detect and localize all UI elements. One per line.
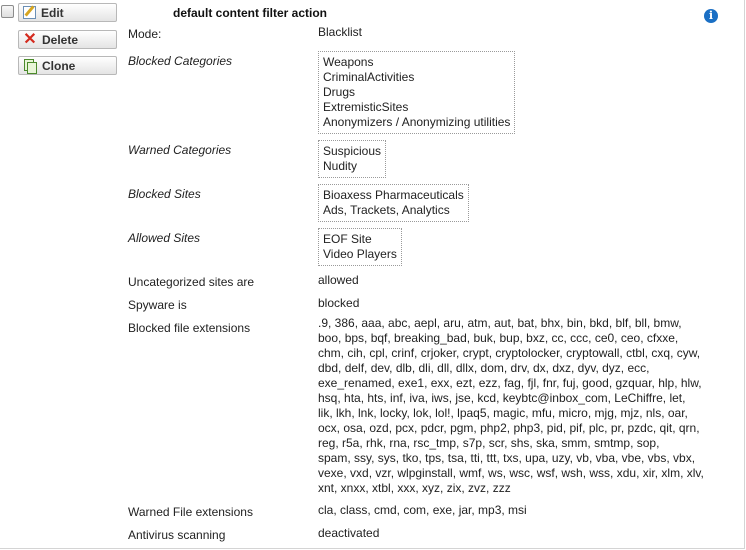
edit-button[interactable]: [18, 3, 117, 22]
extensions-line: vexe, vxd, vzr, wlpginstall, wmf, ws, wsc, wsf, wsh, wss, xdu, xir, xlm, xlv,: [318, 466, 704, 480]
edit-icon: [23, 6, 36, 19]
list-item: EOF Site: [323, 232, 372, 246]
uncategorized-value: allowed: [318, 273, 359, 287]
blocked-categories-label: Blocked Categories: [128, 54, 233, 68]
warned-extensions-value: cla, class, cmd, com, exe, jar, mp3, msi: [318, 503, 527, 517]
extensions-line: ocx, osa, ozd, pcx, pdcr, pgm, php2, php3, pid, pif, plc, pr, pzdc, qit, qrn,: [318, 421, 700, 435]
extensions-line: xnt, xnxx, xtbl, xxx, xyz, zix, zvz, zzz: [318, 481, 511, 495]
mode-label: Mode:: [128, 27, 162, 41]
info-icon[interactable]: i: [704, 9, 718, 23]
list-item: Ads, Trackets, Analytics: [323, 203, 450, 217]
page-title: default content filter action: [173, 6, 328, 20]
list-item: Bioaxess Pharmaceuticals: [323, 188, 464, 202]
delete-icon: ✕: [23, 30, 37, 48]
select-checkbox[interactable]: [1, 5, 14, 18]
blocked-extensions-value: [318, 316, 718, 496]
extensions-line: spam, ssy, sys, tko, tps, tsa, tti, ttt, txs, upa, uzy, vb, vba, vbe, vbs, vbx,: [318, 451, 696, 465]
list-item: Weapons: [323, 55, 374, 69]
list-item: CriminalActivities: [323, 70, 415, 84]
delete-button[interactable]: [18, 30, 117, 49]
extensions-line: chm, cih, cpl, crinf, crjoker, crypt, cryptolocker, cryptowall, ctbl, cxq, cyw,: [318, 346, 701, 360]
extensions-line: reg, r5a, rhk, rna, rsc_tmp, s7p, scr, shs, ska, smm, smtmp, sop,: [318, 436, 660, 450]
list-item: Drugs: [323, 85, 356, 99]
list-item: ExtremisticSites: [323, 100, 409, 114]
clone-button[interactable]: [18, 56, 117, 75]
list-item: Anonymizers / Anonymizing utilities: [323, 115, 511, 129]
allowed-sites-label: Allowed Sites: [128, 231, 201, 245]
extensions-line: .9, 386, aaa, abc, aepl, aru, atm, aut, bat, bhx, bin, bkd, blf, bll, bmw,: [318, 316, 682, 330]
antivirus-value: deactivated: [318, 526, 380, 540]
list-item: Nudity: [323, 159, 358, 173]
spyware-label: Spyware is: [128, 298, 187, 312]
uncategorized-label: Uncategorized sites are: [128, 275, 255, 289]
delete-label: Delete: [42, 32, 79, 47]
blocked-sites-list: [318, 184, 469, 222]
antivirus-label: Antivirus scanning: [128, 528, 226, 542]
allowed-sites-list: [318, 228, 402, 266]
list-item: Suspicious: [323, 144, 382, 158]
extensions-line: hsq, hta, hts, inf, iva, iws, jse, kcd, keybtc@inbox_com, LeChiffre, let,: [318, 391, 686, 405]
warned-extensions-label: Warned File extensions: [128, 505, 253, 519]
blocked-extensions-label: Blocked file extensions: [128, 321, 251, 335]
clone-label: Clone: [42, 58, 76, 73]
list-item: Video Players: [323, 247, 397, 261]
blocked-sites-label: Blocked Sites: [128, 187, 201, 201]
clone-icon: [23, 59, 37, 73]
spyware-value: blocked: [318, 296, 360, 310]
mode-value: Blacklist: [318, 25, 363, 39]
edit-label: Edit: [41, 5, 64, 20]
extensions-line: exe_renamed, exe1, exx, ezt, ezz, fag, fjl, fnr, fuj, good, gzquar, hlp, hlw,: [318, 376, 702, 390]
extensions-line: boo, bps, bqf, breaking_bad, buk, bup, bxz, cc, ccc, ce0, ceo, cfxxe,: [318, 331, 679, 345]
warned-categories-label: Warned Categories: [128, 143, 232, 157]
extensions-line: lik, lkh, lnk, locky, lok, lol!, lpaq5, magic, mfu, micro, mjg, mjz, nls, oar,: [318, 406, 688, 420]
extensions-line: dbd, delf, dev, dlb, dli, dll, dllx, dom, drv, dx, dxz, dyv, dyz, ecc,: [318, 361, 650, 375]
blocked-categories-list: [318, 51, 515, 134]
warned-categories-list: [318, 140, 386, 178]
